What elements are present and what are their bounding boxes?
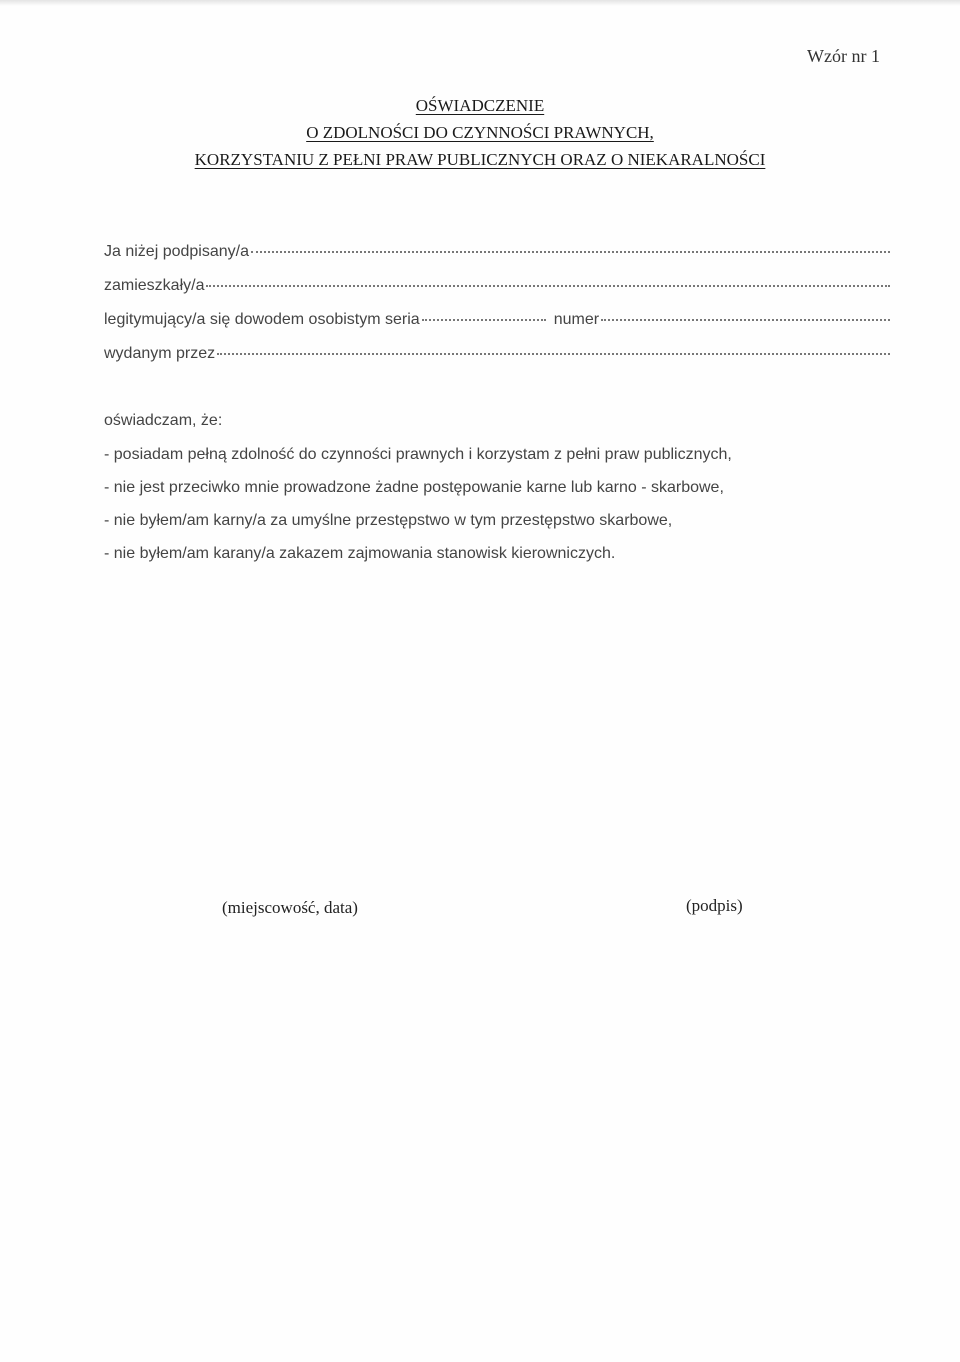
id-series-label: legitymujący/a się dowodem osobistym seria <box>104 311 420 328</box>
statement-item: - posiadam pełną zdolność do czynności prawnych i korzystam z pełni praw publicznych, <box>104 446 732 463</box>
scan-edge <box>0 0 960 6</box>
personal-data-fields <box>104 243 890 379</box>
place-date-label: (miejscowość, data) <box>222 898 358 917</box>
name-label: Ja niżej podpisany/a <box>104 243 249 260</box>
name-fill-line <box>251 251 890 253</box>
issued-by-fill-line <box>217 353 890 355</box>
signature-label: (podpis) <box>686 896 743 915</box>
address-label: zamieszkały/a <box>104 277 205 294</box>
address-field-line <box>104 277 890 311</box>
statement-item: - nie byłem/am karany/a zakazem zajmowania stanowisk kierowniczych. <box>104 545 616 562</box>
issued-field-line <box>104 345 890 379</box>
title-line-3: KORZYSTANIU Z PEŁNI PRAW PUBLICZNYCH ORAZ O NIEKARALNOŚCI <box>194 150 766 169</box>
statement-item: - nie jest przeciwko mnie prowadzone żadne postępowanie karne lub karno - skarbowe, <box>104 479 724 496</box>
statement-intro: oświadczam, że: <box>104 412 223 429</box>
address-fill-line <box>206 285 890 287</box>
form-number: Wzór nr 1 <box>807 46 880 66</box>
issued-by-label: wydanym przez <box>104 345 216 362</box>
document-title <box>0 92 960 173</box>
statement-section <box>104 412 894 578</box>
id-series-fill-line <box>422 319 546 321</box>
id-number-fill-line <box>601 319 890 321</box>
title-line-1: OŚWIADCZENIE <box>415 96 545 115</box>
title-line-2: O ZDOLNOŚCI DO CZYNNOŚCI PRAWNYCH, <box>306 123 654 142</box>
statement-item: - nie byłem/am karny/a za umyślne przestępstwo w tym przestępstwo skarbowe, <box>104 512 673 529</box>
id-field-line <box>104 311 890 345</box>
id-number-label: numer <box>553 311 600 328</box>
name-field-line <box>104 243 890 277</box>
